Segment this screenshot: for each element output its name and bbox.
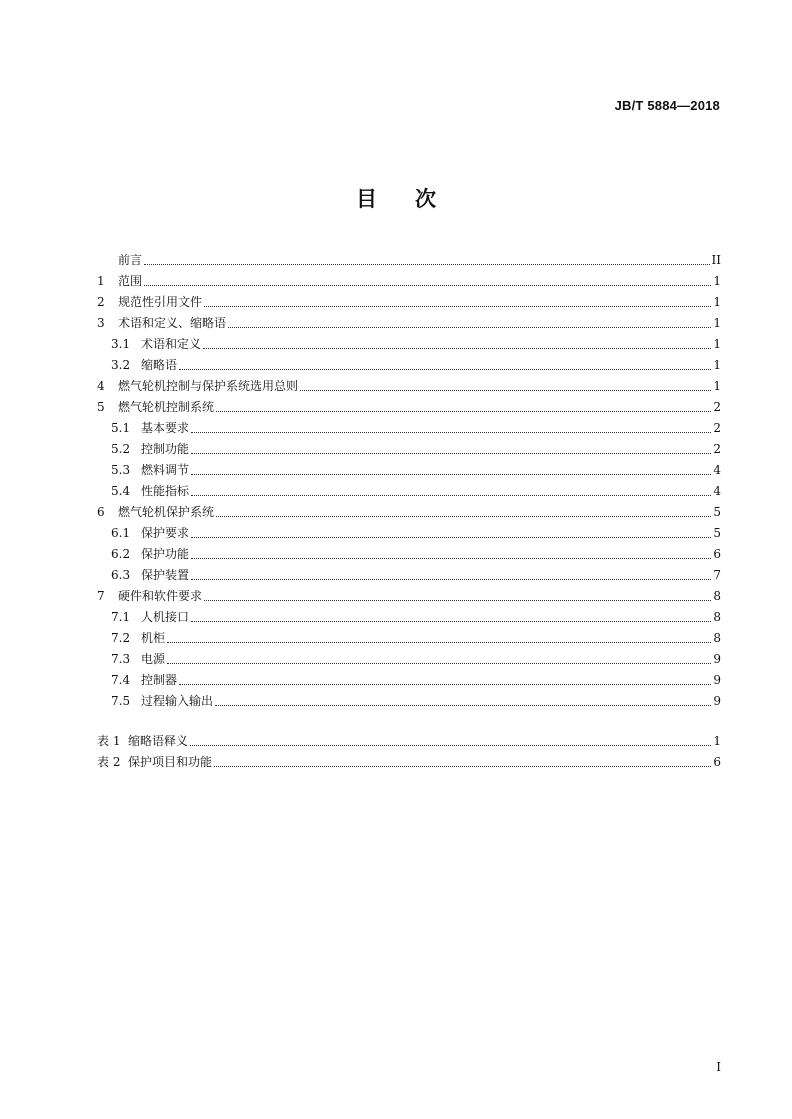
toc-entry-title: 术语和定义 [141, 337, 202, 351]
page-title [0, 183, 792, 213]
dot-leader [214, 766, 711, 767]
toc-entry-page: 9 [713, 673, 721, 687]
toc-entry-number: 2 [97, 295, 105, 309]
dot-leader [191, 474, 711, 475]
toc-subsection-entry[interactable] [97, 355, 721, 376]
toc-entry-page: 8 [713, 610, 721, 624]
dot-leader [204, 600, 711, 601]
title-char-left: 目 [356, 187, 377, 211]
toc-entry-number: 6.2 [111, 547, 131, 561]
toc-entry-title: 燃气轮机保护系统 [118, 505, 215, 519]
toc-entry-number: 4 [97, 379, 105, 393]
dot-leader [228, 327, 711, 328]
toc-subsection-entry[interactable] [97, 565, 721, 586]
toc-section-entry[interactable] [97, 250, 721, 271]
table-list [97, 731, 721, 773]
toc-entry-page: 9 [713, 694, 721, 708]
toc-entry-number: 7 [97, 589, 105, 603]
toc-entry-number: 表 2 [97, 755, 121, 769]
toc-entry-page: 4 [713, 484, 721, 498]
toc-entry-page: 6 [713, 755, 721, 769]
toc-entry-page: 1 [713, 274, 721, 288]
toc-subsection-entry[interactable] [97, 523, 721, 544]
dot-leader [191, 453, 711, 454]
toc-entry-number: 5.3 [111, 463, 131, 477]
dot-leader [191, 495, 711, 496]
toc-entry-number: 5 [97, 400, 105, 414]
toc-entry-title: 保护功能 [141, 547, 190, 561]
toc-entry-title: 基本要求 [141, 421, 190, 435]
toc-entry-title: 性能指标 [141, 484, 190, 498]
toc-entry-page: 1 [713, 379, 721, 393]
toc-entry-title: 保护要求 [141, 526, 190, 540]
toc-entry-page: 2 [713, 442, 721, 456]
toc-table-entry[interactable] [97, 731, 721, 752]
dot-leader [216, 516, 711, 517]
dot-leader [179, 369, 711, 370]
toc-subsection-entry[interactable] [97, 649, 721, 670]
toc-entry-title: 燃料调节 [141, 463, 190, 477]
dot-leader [191, 621, 711, 622]
toc-entry-number: 1 [97, 274, 105, 288]
toc-subsection-entry[interactable] [97, 607, 721, 628]
dot-leader [191, 432, 711, 433]
dot-leader [215, 705, 711, 706]
dot-leader [167, 663, 711, 664]
dot-leader [203, 348, 711, 349]
toc-section-entry[interactable] [97, 376, 721, 397]
toc-entry-title: 人机接口 [141, 610, 190, 624]
toc-entry-number: 5.4 [111, 484, 131, 498]
toc-entry-title: 控制器 [141, 673, 178, 687]
toc-subsection-entry[interactable] [97, 439, 721, 460]
toc-entry-number: 3 [97, 316, 105, 330]
toc-subsection-entry[interactable] [97, 481, 721, 502]
dot-leader [216, 411, 711, 412]
toc-entry-title: 术语和定义、缩略语 [118, 316, 227, 330]
toc-entry-number: 7.1 [111, 610, 131, 624]
toc-entry-number: 3.1 [111, 337, 131, 351]
toc-entry-title: 燃气轮机控制与保护系统选用总则 [118, 379, 299, 393]
toc-entry-title: 保护项目和功能 [128, 755, 213, 769]
toc-entry-title: 缩略语释义 [128, 734, 189, 748]
toc-entry-page: 5 [713, 526, 721, 540]
toc-subsection-entry[interactable] [97, 691, 721, 712]
toc-subsection-entry[interactable] [97, 334, 721, 355]
toc-entry-title: 燃气轮机控制系统 [118, 400, 215, 414]
dot-leader [190, 745, 711, 746]
page-number: I [716, 1060, 721, 1074]
dot-leader [300, 390, 711, 391]
toc-entry-number: 6.1 [111, 526, 131, 540]
toc-entry-page: 1 [713, 337, 721, 351]
toc-subsection-entry[interactable] [97, 418, 721, 439]
toc-entry-title: 控制功能 [141, 442, 190, 456]
toc-entry-number: 5.1 [111, 421, 131, 435]
toc-section-entry[interactable] [97, 502, 721, 523]
toc-entry-number: 7.5 [111, 694, 131, 708]
toc-entry-page: II [711, 253, 721, 267]
dot-leader [144, 285, 711, 286]
toc-entry-number: 6 [97, 505, 105, 519]
toc-entry-number: 5.2 [111, 442, 131, 456]
toc-section-entry[interactable] [97, 586, 721, 607]
dot-leader [204, 306, 711, 307]
toc-entry-page: 1 [713, 295, 721, 309]
toc-entry-title: 前言 [118, 253, 143, 267]
toc-entry-number: 6.3 [111, 568, 131, 582]
toc-entry-title: 范围 [118, 274, 143, 288]
standard-code: JB/T 5884—2018 [614, 98, 720, 113]
dot-leader [191, 537, 711, 538]
toc-entry-number: 3.2 [111, 358, 131, 372]
toc-entry-page: 1 [713, 734, 721, 748]
toc-entry-page: 8 [713, 631, 721, 645]
toc-entry-number: 7.4 [111, 673, 131, 687]
dot-leader [191, 579, 711, 580]
dot-leader [167, 642, 711, 643]
toc-subsection-entry[interactable] [97, 544, 721, 565]
dot-leader [179, 684, 711, 685]
toc-entry-page: 5 [713, 505, 721, 519]
toc-entry-title: 保护装置 [141, 568, 190, 582]
toc-entry-page: 8 [713, 589, 721, 603]
toc-entry-title: 电源 [141, 652, 166, 666]
toc-table-entry[interactable] [97, 752, 721, 773]
toc-entry-title: 缩略语 [141, 358, 178, 372]
toc-section-entry[interactable] [97, 271, 721, 292]
toc-subsection-entry[interactable] [97, 460, 721, 481]
toc-entry-page: 4 [713, 463, 721, 477]
toc-entry-number: 表 1 [97, 734, 121, 748]
toc-entry-page: 6 [713, 547, 721, 561]
toc-entry-page: 1 [713, 358, 721, 372]
toc-entry-page: 2 [713, 400, 721, 414]
toc-section-entry[interactable] [97, 313, 721, 334]
title-char-right: 次 [415, 187, 436, 211]
toc-subsection-entry[interactable] [97, 628, 721, 649]
toc-entry-page: 9 [713, 652, 721, 666]
dot-leader [144, 264, 710, 265]
dot-leader [191, 558, 711, 559]
toc-subsection-entry[interactable] [97, 670, 721, 691]
toc-entry-title: 过程输入输出 [141, 694, 214, 708]
toc-entry-title: 规范性引用文件 [118, 295, 203, 309]
toc-entry-title: 机柜 [141, 631, 166, 645]
toc-entry-page: 7 [713, 568, 721, 582]
toc-entry-page: 1 [713, 316, 721, 330]
toc-entry-number: 7.2 [111, 631, 131, 645]
toc-entry-page: 2 [713, 421, 721, 435]
toc-section-entry[interactable] [97, 292, 721, 313]
toc-entry-number: 7.3 [111, 652, 131, 666]
toc-entry-title: 硬件和软件要求 [118, 589, 203, 603]
toc-section-entry[interactable] [97, 397, 721, 418]
toc-list [97, 250, 721, 712]
